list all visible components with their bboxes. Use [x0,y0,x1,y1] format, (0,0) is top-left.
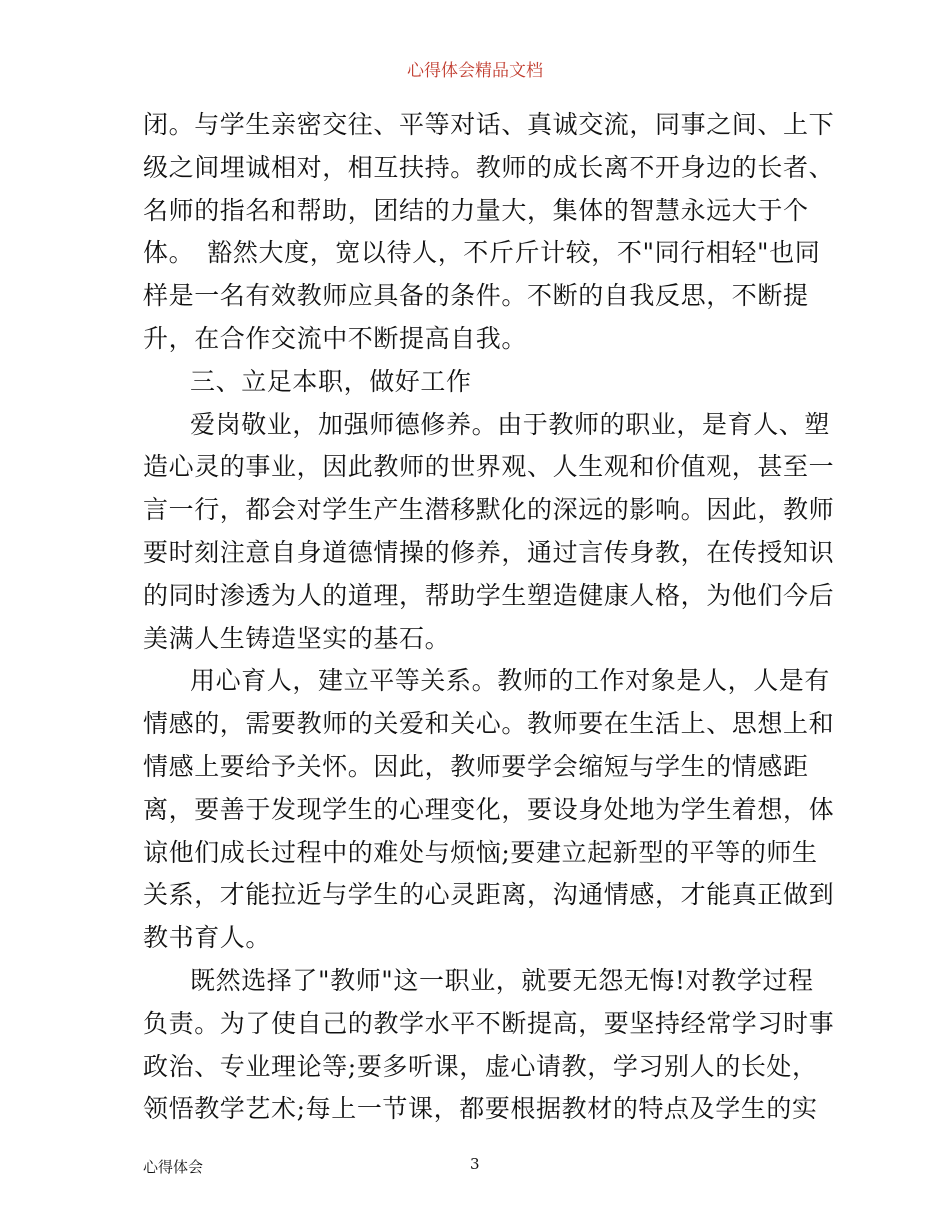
text-line: 体。 豁然大度，宽以待人，不斤斤计较，不"同行相轻"也同 [143,238,821,268]
text-line: 级之间埋诚相对，相互扶持。教师的成长离不开身边的长者、 [143,152,835,182]
paragraph-first-line: 用心育人，建立平等关系。教师的工作对象是人，人是有 [190,666,831,696]
text-line: 造心灵的事业，因此教师的世界观、人生观和价值观，甚至一 [143,452,835,482]
page-number: 3 [470,1155,480,1173]
paragraph-first-line: 既然选择了"教师"这一职业，就要无怨无悔!对教学过程 [190,965,814,995]
document-body [143,104,835,1131]
text-line: 离，要善于发现学生的心理变化，要设身处地为学生着想，体 [143,794,835,824]
text-line: 关系，才能拉近与学生的心灵距离，沟通情感，才能真正做到 [143,880,835,910]
text-line: 领悟教学艺术;每上一节课，都要根据教材的特点及学生的实 [143,1094,818,1124]
text-line: 言一行，都会对学生产生潜移默化的深远的影响。因此，教师 [143,495,835,525]
paragraph-first-line: 爱岗敬业，加强师德修养。由于教师的职业，是育人、塑 [190,409,831,439]
footer-label: 心得体会 [143,1158,204,1176]
text-line: 要时刻注意自身道德情操的修养，通过言传身教，在传授知识 [143,537,835,567]
text-line: 谅他们成长过程中的难处与烦恼;要建立起新型的平等的师生 [143,837,818,867]
text-line: 政治、专业理论等;要多听课，虚心请教，学习别人的长处， [143,1051,818,1081]
section-heading: 三、立足本职，做好工作 [190,366,472,396]
text-line: 升，在合作交流中不断提高自我。 [143,323,528,353]
text-line: 情感的，需要教师的关爱和关心。教师要在生活上、思想上和 [143,709,835,739]
text-line: 闭。与学生亲密交往、平等对话、真诚交流，同事之间、上下 [143,110,835,139]
text-line: 情感上要给予关怀。因此，教师要学会缩短与学生的情感距 [143,751,809,781]
page-header-title: 心得体会精品文档 [407,61,543,81]
text-line: 负责。为了使自己的教学水平不断提高，要坚持经常学习时事 [143,1008,835,1038]
text-line: 美满人生铸造坚实的基石。 [143,623,451,653]
text-line: 样是一名有效教师应具备的条件。不断的自我反思，不断提 [143,281,809,311]
text-line: 的同时渗透为人的道理，帮助学生塑造健康人格，为他们今后 [143,580,835,610]
text-line: 教书育人。 [143,923,272,953]
text-line: 名师的指名和帮助，团结的力量大，集体的智慧永远大于个 [143,195,809,225]
